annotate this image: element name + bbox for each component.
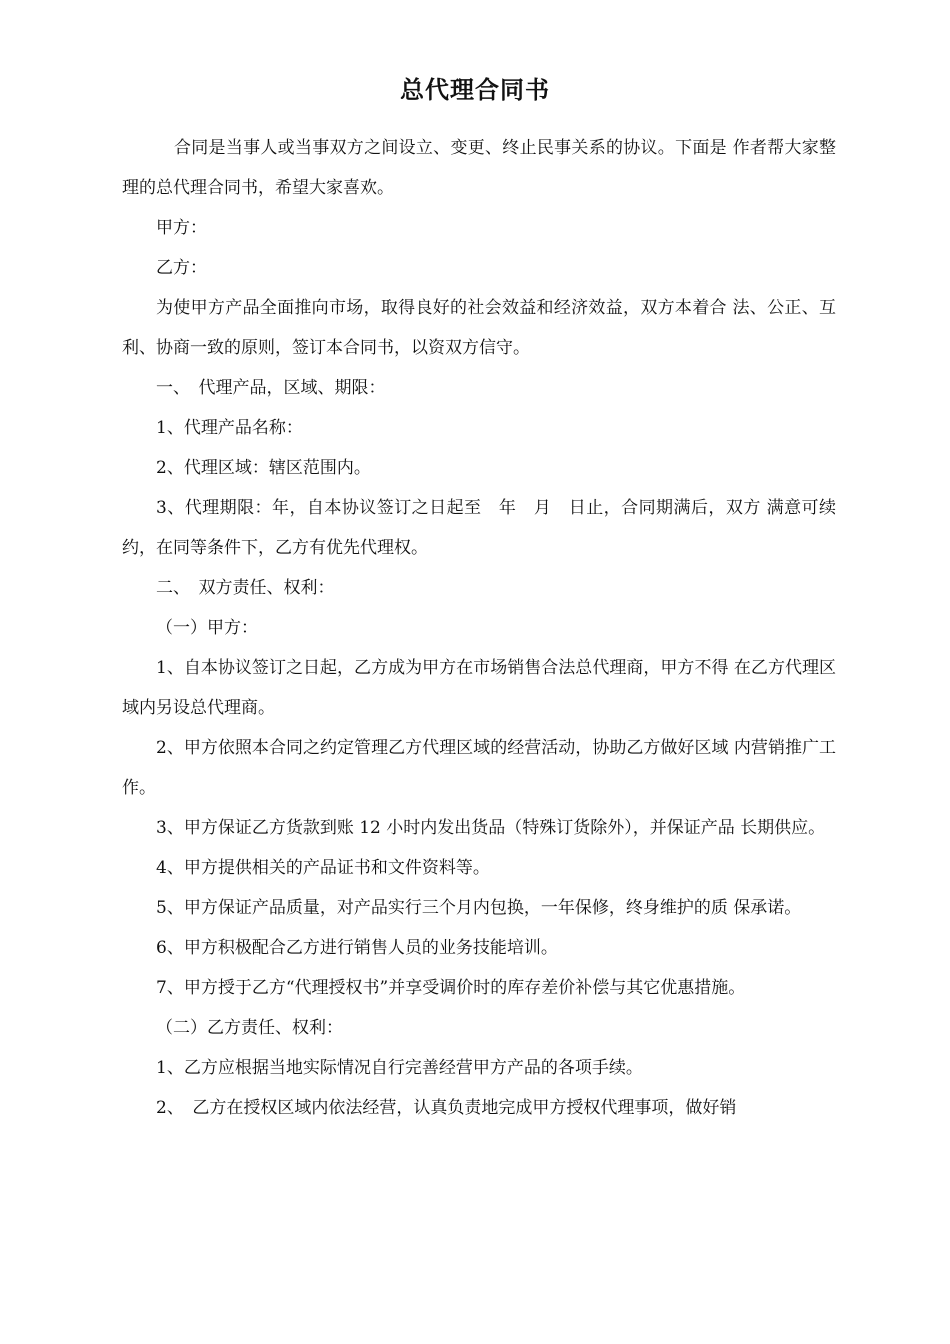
subsection-heading-b: （二）乙方责任、权利： bbox=[156, 1018, 343, 1038]
document-title: 总代理合同书 bbox=[400, 76, 550, 104]
paragraph-intro: 合同是当事人或当事双方之间设立、变更、终止民事关系的协议。下面是 作者帮大家整理的总代理合同书，希望大家喜欢。 bbox=[122, 138, 836, 198]
paragraph-party-a: 甲方： bbox=[156, 218, 207, 238]
clause-a-1: 1、自本协议签订之日起，乙方成为甲方在市场销售合法总代理商，甲方不得 在乙方代理区域内另设总代理商。 bbox=[122, 658, 836, 718]
section-heading-2: 二、 双方责任、权利： bbox=[156, 578, 335, 598]
clause-1-1: 1、代理产品名称： bbox=[156, 418, 303, 438]
clause-a-2: 2、甲方依照本合同之约定管理乙方代理区域的经营活动，协助乙方做好区域 内营销推广工作。 bbox=[122, 738, 836, 798]
clause-a-4: 4、甲方提供相关的产品证书和文件资料等。 bbox=[156, 858, 490, 878]
clause-a-5: 5、甲方保证产品质量，对产品实行三个月内包换，一年保修，终身维护的质 保承诺。 bbox=[156, 898, 802, 918]
clause-a-7: 7、甲方授于乙方“代理授权书”并享受调价时的库存差价补偿与其它优惠措施。 bbox=[156, 978, 746, 998]
clause-a-6: 6、甲方积极配合乙方进行销售人员的业务技能培训。 bbox=[156, 938, 558, 958]
section-heading-1: 一、 代理产品，区域、期限： bbox=[156, 378, 386, 398]
paragraph-purpose: 为使甲方产品全面推向市场，取得良好的社会效益和经济效益，双方本着合 法、公正、互利、协商一致的原则，签订本合同书，以资双方信守。 bbox=[122, 298, 836, 358]
clause-b-2: 2、 乙方在授权区域内依法经营，认真负责地完成甲方授权代理事项，做好销 bbox=[156, 1098, 737, 1118]
subsection-heading-a: （一）甲方： bbox=[156, 618, 258, 638]
document-body bbox=[122, 128, 836, 1128]
paragraph-party-b: 乙方： bbox=[156, 258, 207, 278]
clause-b-1: 1、乙方应根据当地实际情况自行完善经营甲方产品的各项手续。 bbox=[156, 1058, 643, 1078]
clause-1-3: 3、代理期限：年，自本协议签订之日起至 年 月 日止，合同期满后，双方 满意可续约，在同等条件下，乙方有优先代理权。 bbox=[122, 498, 836, 558]
clause-a-3: 3、甲方保证乙方货款到账 12 小时内发出货品（特殊订货除外），并保证产品 长期供应。 bbox=[156, 818, 826, 838]
clause-1-2: 2、代理区域：辖区范围内。 bbox=[156, 458, 371, 478]
